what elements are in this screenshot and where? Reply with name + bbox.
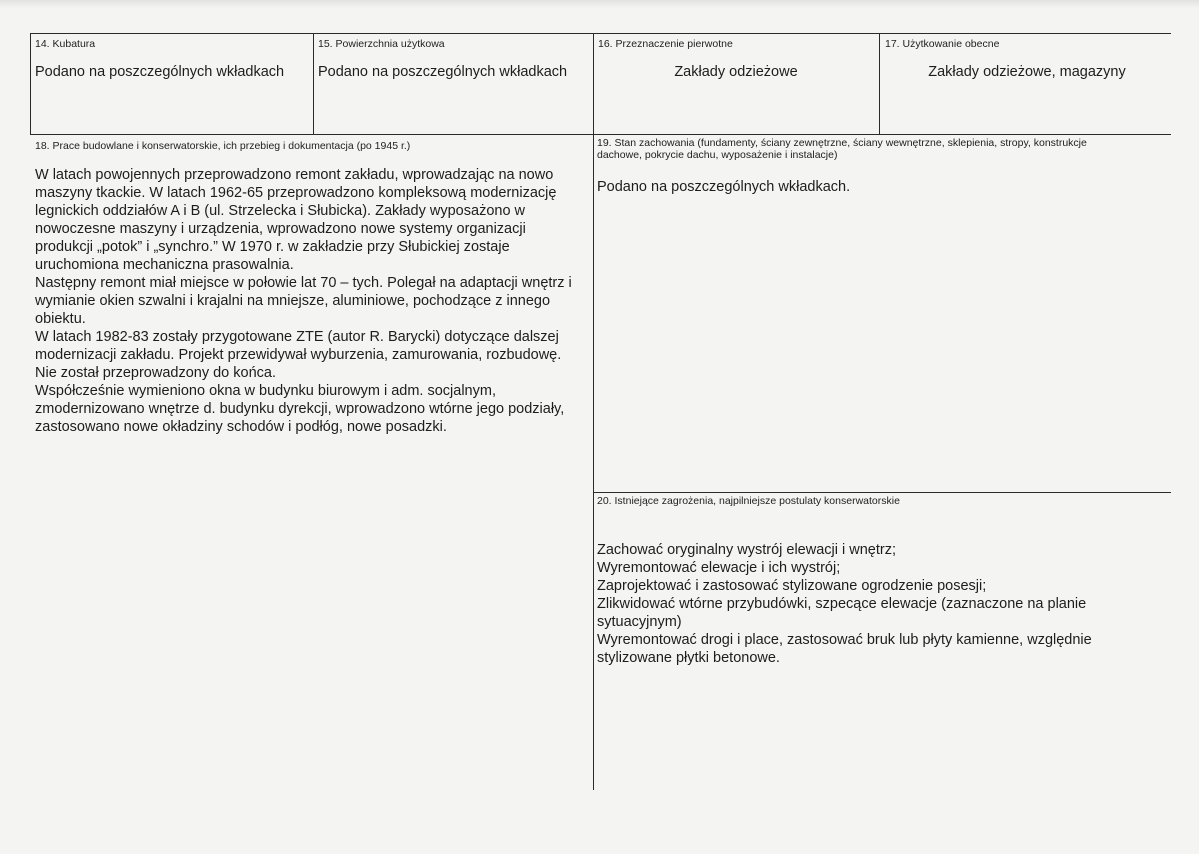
field-15-label: 15. Powierzchnia użytkowa xyxy=(318,38,445,50)
field-14-label: 14. Kubatura xyxy=(35,38,96,50)
field-15-value: Podano na poszczególnych wkładkach xyxy=(318,64,568,80)
field-14-value: Podano na poszczególnych wkładkach xyxy=(35,64,285,80)
field-18-paragraph: W latach 1982-83 zostały przygotowane ZTE (autor R. Barycki) dotyczące dalszej modernizacji zakładu. Projekt przewidywał wyburzenia, zamurowania, rozbudowę. Nie został przeprowadzony do końca. xyxy=(35,329,562,381)
field-18-label: 18. Prace budowlane i konserwatorskie, ich przebieg i dokumentacja (po 1945 r.) xyxy=(35,140,411,152)
field-20-text xyxy=(597,541,1162,667)
field-16-value: Zakłady odzieżowe xyxy=(674,64,798,80)
left-border xyxy=(30,33,31,135)
field-18-paragraph: W latach powojennych przeprowadzono remont zakładu, wprowadzając na nowo maszyny tkackie. W latach 1962-65 przeprowadzono kompleksową modernizację legnickich oddziałów A i B (ul. Strzelecka i Słubicka). Zakłady wyposażono w nowoczesne maszyny i urządzenia, wprowadzono nowe systemy organizacji produkcji „potok” i „synchro.” W 1970 r. w zakładzie przy Słubickiej zostaje uruchomiona mechaniczna prasowalnia. xyxy=(35,167,557,273)
field-17-value: Zakłady odzieżowe, magazyny xyxy=(928,64,1126,80)
field-20-label: 20. Istniejące zagrożenia, najpilniejsze postulaty konserwatorskie xyxy=(597,495,900,507)
scan-edge xyxy=(0,0,1199,8)
top-border xyxy=(30,33,1171,34)
col-divider-16-17 xyxy=(879,33,880,135)
field-17-label: 17. Użytkowanie obecne xyxy=(885,38,1000,50)
field-18-paragraph: Następny remont miał miejsce w połowie lat 70 – tych. Polegał na adaptacji wnętrz i wymianie okien szwalni i krajalni na mniejsze, aluminiowe, pochodzące z innego obiektu. xyxy=(35,275,572,327)
field-18-text xyxy=(35,166,587,436)
field-18-paragraph: Współcześnie wymieniono okna w budynku biurowym i adm. socjalnym, zmodernizowano wnętrze d. budynku dyrekcji, wprowadzono wtórne jego podziały, zastosowano nowe okładziny schodów i podłóg, nowe posadzki. xyxy=(35,383,565,435)
row-divider-1 xyxy=(30,134,1171,135)
field-20-item: Zachować oryginalny wystrój elewacji i wnętrz; xyxy=(597,542,896,558)
col-divider-14-15 xyxy=(313,33,314,135)
col-divider-main xyxy=(593,33,594,790)
field-19-value: Podano na poszczególnych wkładkach. xyxy=(597,179,851,195)
field-20-item: Wyremontować elewacje i ich wystrój; xyxy=(597,560,841,576)
heritage-record-form xyxy=(30,33,1171,790)
field-20-item: Zlikwidować wtórne przybudówki, szpecące elewacje (zaznaczone na planie sytuacyjnym) xyxy=(597,596,1087,630)
field-20-item: Zaprojektować i zastosować stylizowane ogrodzenie posesji; xyxy=(597,578,987,594)
row-divider-2 xyxy=(593,492,1171,493)
field-19-label: 19. Stan zachowania (fundamenty, ściany zewnętrzne, ściany wewnętrzne, sklepienia, stropy, konstrukcje dachowe, pokrycie dachu, wyposażenie i instalacje) xyxy=(597,137,1087,161)
field-20-item: Wyremontować drogi i place, zastosować bruk lub płyty kamienne, względnie stylizowane płytki betonowe. xyxy=(597,632,1092,666)
field-16-label: 16. Przeznaczenie pierwotne xyxy=(598,38,733,50)
